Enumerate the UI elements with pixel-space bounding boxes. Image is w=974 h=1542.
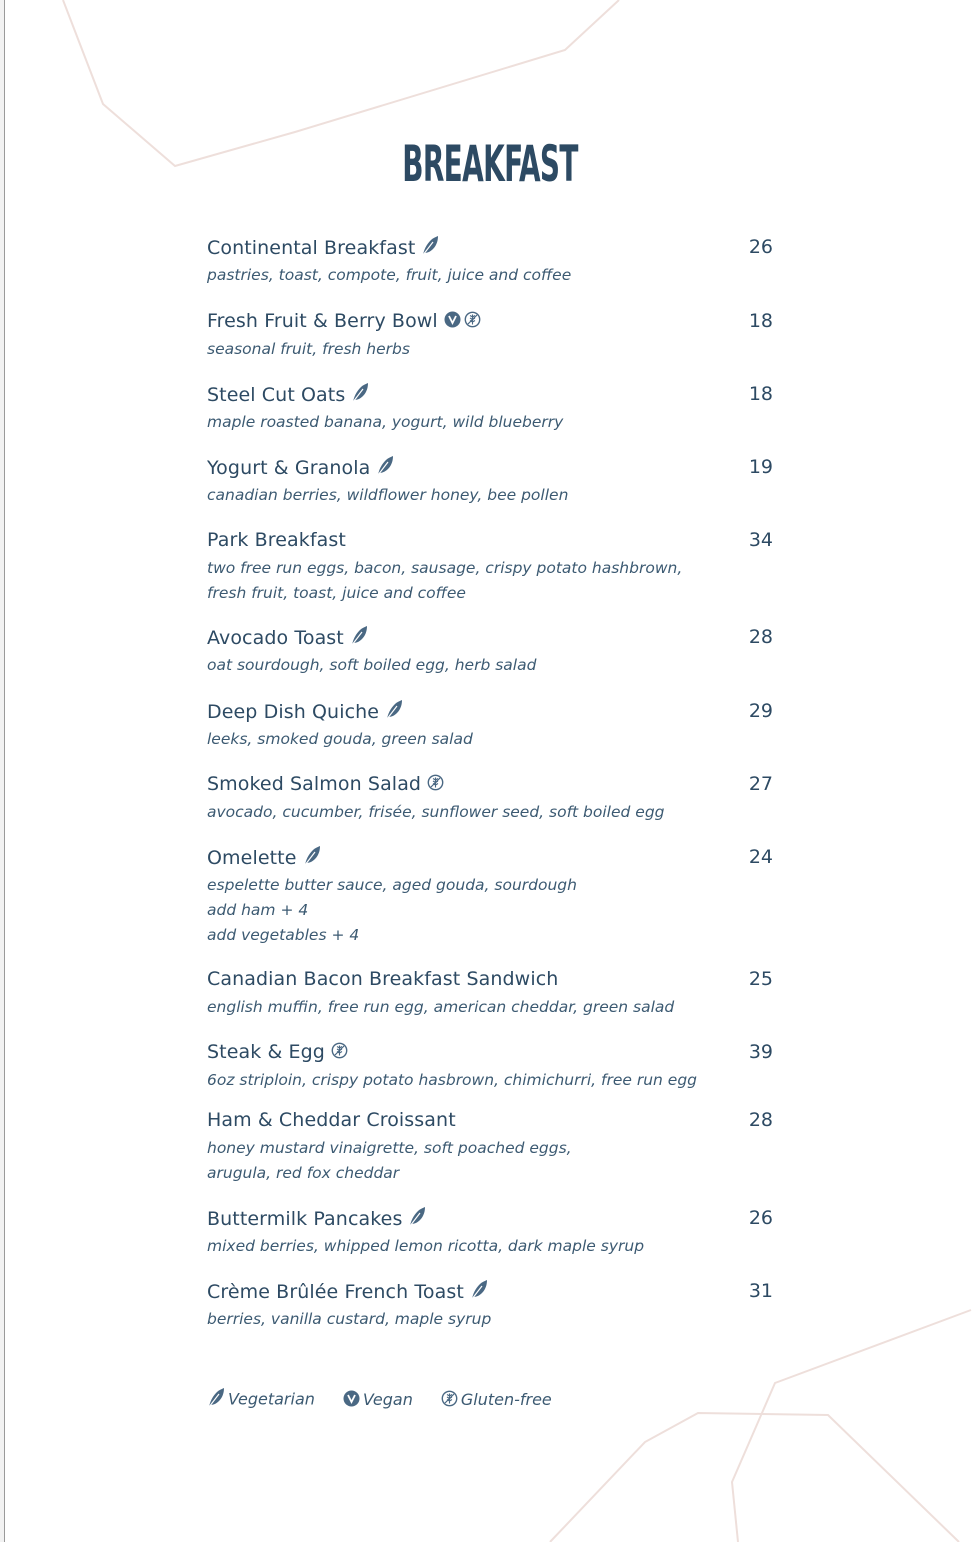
menu-item — [207, 383, 773, 434]
menu-item — [207, 700, 773, 751]
legend-label: Vegetarian — [228, 1389, 315, 1409]
menu-title: BREAKFAST — [402, 135, 578, 193]
legend-entry — [441, 1390, 552, 1411]
menu-item-header — [207, 846, 773, 872]
menu-item-description: espelette butter sauce, aged gouda, sourdough — [207, 876, 577, 894]
leaf-icon — [207, 1388, 225, 1412]
menu-item-description: add vegetables + 4 — [207, 926, 360, 944]
menu-item-price: 28 — [748, 1109, 773, 1131]
dietary-icons — [376, 456, 397, 480]
menu-item — [207, 236, 773, 287]
menu-item-name: Continental Breakfast — [207, 237, 416, 259]
menu-item-name: Buttermilk Pancakes — [207, 1208, 403, 1230]
menu-item-description: berries, vanilla custard, maple syrup — [207, 1310, 492, 1328]
menu-item-price: 19 — [748, 456, 773, 478]
menu-item-header — [207, 968, 773, 994]
dietary-icons — [421, 236, 442, 260]
dietary-icons — [351, 383, 372, 407]
menu-item — [207, 1109, 773, 1185]
dietary-icons — [408, 1207, 429, 1231]
menu-item-description: seasonal fruit, fresh herbs — [207, 340, 410, 358]
dietary-icons — [444, 311, 484, 332]
menu-item — [207, 1041, 773, 1092]
menu-item-name: Fresh Fruit & Berry Bowl — [207, 310, 438, 332]
menu-item-price: 18 — [748, 383, 773, 405]
menu-item-header — [207, 773, 773, 799]
menu-item-header — [207, 383, 773, 409]
dietary-icons — [427, 774, 447, 795]
legend-label: Gluten-free — [460, 1389, 552, 1409]
menu-item-name: Crème Brûlée French Toast — [207, 1281, 464, 1303]
menu-item-name: Ham & Cheddar Croissant — [207, 1109, 456, 1131]
menu-item-header — [207, 236, 773, 262]
menu-item-name: Park Breakfast — [207, 529, 346, 551]
menu-item-name: Smoked Salmon Salad — [207, 773, 422, 795]
menu-item — [207, 846, 773, 947]
menu-page — [4, 0, 974, 1542]
menu-item-name: Omelette — [207, 847, 297, 869]
leaf-icon — [303, 846, 321, 870]
menu-item-header — [207, 700, 773, 726]
vegan-icon — [444, 311, 461, 332]
menu-item-description: maple roasted banana, yogurt, wild blueberry — [207, 413, 564, 431]
menu-item-price: 26 — [748, 236, 773, 258]
menu-item-price: 29 — [748, 700, 773, 722]
menu-item-header — [207, 1109, 773, 1135]
menu-item-header — [207, 1041, 773, 1067]
menu-item-header — [207, 626, 773, 652]
menu-item-description: oat sourdough, soft boiled egg, herb salad — [207, 656, 537, 674]
menu-item-header — [207, 1280, 773, 1306]
menu-item-header — [207, 1207, 773, 1233]
leaf-icon — [385, 700, 403, 724]
menu-item — [207, 310, 773, 361]
legend-entry — [207, 1388, 315, 1412]
legend-label: Vegan — [362, 1389, 413, 1409]
dietary-icons — [350, 626, 371, 650]
menu-item — [207, 968, 773, 1019]
dietary-icons — [331, 1042, 351, 1063]
dietary-icons — [470, 1280, 491, 1304]
leaf-icon — [351, 383, 369, 407]
dietary-icons — [303, 846, 324, 870]
menu-item-description: honey mustard vinaigrette, soft poached eggs, — [207, 1139, 572, 1157]
menu-item-price: 24 — [748, 846, 773, 868]
menu-item-price: 34 — [748, 529, 773, 551]
menu-item-description: leeks, smoked gouda, green salad — [207, 730, 473, 748]
menu-item — [207, 1280, 773, 1331]
menu-item-price: 18 — [748, 310, 773, 332]
menu-item-description: arugula, red fox cheddar — [207, 1164, 400, 1182]
menu-item-description: 6oz striploin, crispy potato hasbrown, chimichurri, free run egg — [207, 1071, 698, 1089]
menu-item-description: canadian berries, wildflower honey, bee pollen — [207, 486, 569, 504]
menu-item-description: mixed berries, whipped lemon ricotta, dark maple syrup — [207, 1237, 645, 1255]
gluten-free-icon — [441, 1390, 458, 1411]
menu-item — [207, 773, 773, 824]
leaf-icon — [421, 236, 439, 260]
leaf-icon — [376, 456, 394, 480]
leaf-icon — [408, 1207, 426, 1231]
gluten-free-icon — [464, 311, 481, 332]
menu-item-description: add ham + 4 — [207, 901, 309, 919]
legend-entry — [343, 1390, 413, 1411]
menu-item-header — [207, 529, 773, 555]
menu-item-name: Yogurt & Granola — [207, 457, 371, 479]
menu-item-price: 39 — [748, 1041, 773, 1063]
menu-item-header — [207, 310, 773, 336]
menu-item — [207, 529, 773, 605]
gluten-free-icon — [331, 1042, 348, 1063]
dietary-legend — [207, 1388, 580, 1412]
menu-item-price: 31 — [748, 1280, 773, 1302]
menu-item-price: 26 — [748, 1207, 773, 1229]
gluten-free-icon — [427, 774, 444, 795]
menu-item-name: Steel Cut Oats — [207, 384, 346, 406]
menu-item-price: 25 — [748, 968, 773, 990]
leaf-icon — [350, 626, 368, 650]
dietary-icons — [385, 700, 406, 724]
menu-item-name: Deep Dish Quiche — [207, 701, 380, 723]
menu-item-price: 27 — [748, 773, 773, 795]
menu-item-name: Avocado Toast — [207, 627, 344, 649]
menu-item — [207, 626, 773, 677]
menu-item-description: fresh fruit, toast, juice and coffee — [207, 584, 466, 602]
menu-item — [207, 1207, 773, 1258]
menu-item-name: Steak & Egg — [207, 1041, 325, 1063]
menu-item-description: avocado, cucumber, frisée, sunflower seed, soft boiled egg — [207, 803, 665, 821]
menu-item-header — [207, 456, 773, 482]
menu-item-name: Canadian Bacon Breakfast Sandwich — [207, 968, 559, 990]
menu-item — [207, 456, 773, 507]
vegan-icon — [343, 1390, 360, 1411]
menu-item-description: pastries, toast, compote, fruit, juice and coffee — [207, 266, 572, 284]
leaf-icon — [470, 1280, 488, 1304]
menu-item-price: 28 — [748, 626, 773, 648]
menu-item-description: english muffin, free run egg, american cheddar, green salad — [207, 998, 675, 1016]
menu-item-description: two free run eggs, bacon, sausage, crispy potato hashbrown, — [207, 559, 683, 577]
